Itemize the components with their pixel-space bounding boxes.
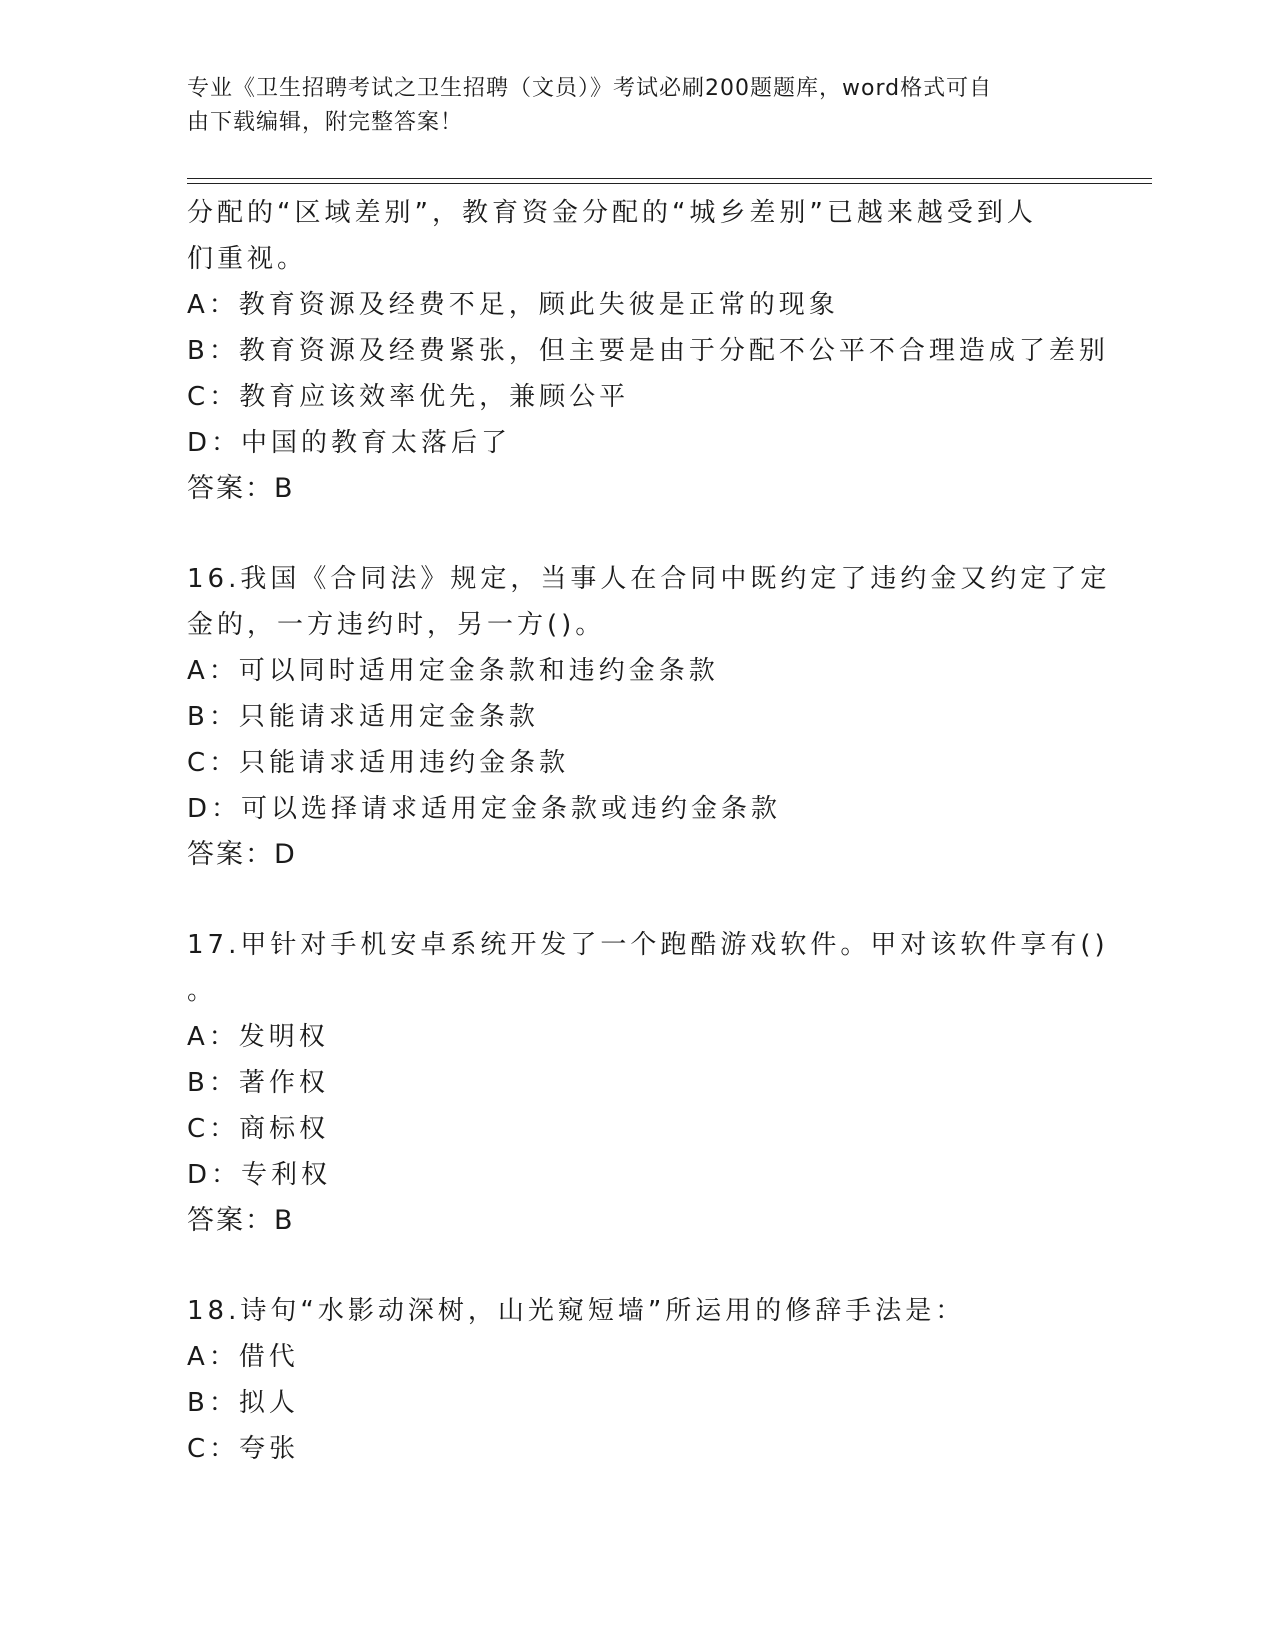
option-c: C：商标权 <box>187 1114 330 1144</box>
question-18 <box>187 1288 1087 1472</box>
question-stem-line: 金的，一方违约时，另一方()。 <box>187 610 606 640</box>
option-d: D：中国的教育太落后了 <box>187 428 512 458</box>
option-a: A：可以同时适用定金条款和违约金条款 <box>187 656 719 686</box>
question-stem-line: 16.我国《合同法》规定，当事人在合同中既约定了违约金又约定了定 <box>187 564 1111 594</box>
question-stem-line: 分配的“区域差别”，教育资金分配的“城乡差别”已越来越受到人 <box>187 198 1037 228</box>
option-a: A：教育资源及经费不足，顾此失彼是正常的现象 <box>187 290 839 320</box>
question-stem-line: 17.甲针对手机安卓系统开发了一个跑酷游戏软件。甲对该软件享有() <box>187 930 1109 960</box>
header-divider-bottom <box>187 183 1152 184</box>
option-b: B：只能请求适用定金条款 <box>187 702 539 732</box>
option-c: C：只能请求适用违约金条款 <box>187 748 570 778</box>
header-divider-top <box>187 178 1152 179</box>
option-a: A：发明权 <box>187 1022 329 1052</box>
answer-line: 答案：B <box>187 1205 295 1236</box>
question-stem-line: 们重视。 <box>187 244 308 274</box>
document-header <box>187 72 1067 140</box>
option-b: B：著作权 <box>187 1068 329 1098</box>
option-d: D：专利权 <box>187 1160 332 1190</box>
header-line-1: 专业《卫生招聘考试之卫生招聘（文员）》考试必刷200题题库，word格式可自 <box>187 76 993 101</box>
question-17 <box>187 922 1109 1244</box>
answer-line: 答案：D <box>187 839 297 870</box>
question-16 <box>187 556 1111 878</box>
question-list <box>187 190 1111 1472</box>
option-a: A：借代 <box>187 1342 299 1372</box>
option-d: D：可以选择请求适用定金条款或违约金条款 <box>187 794 782 824</box>
header-line-2: 由下载编辑，附完整答案！ <box>187 110 464 135</box>
question-stem-line: 。 <box>187 976 218 1006</box>
question-stem-line: 18.诗句“水影动深树，山光窥短墙”所运用的修辞手法是： <box>187 1296 966 1326</box>
option-b: B：拟人 <box>187 1388 299 1418</box>
option-c: C：教育应该效率优先，兼顾公平 <box>187 382 630 412</box>
answer-line: 答案：B <box>187 473 295 504</box>
option-b: B：教育资源及经费紧张，但主要是由于分配不公平不合理造成了差别 <box>187 336 1109 366</box>
question-15 <box>187 190 1109 512</box>
option-c: C：夸张 <box>187 1434 300 1464</box>
